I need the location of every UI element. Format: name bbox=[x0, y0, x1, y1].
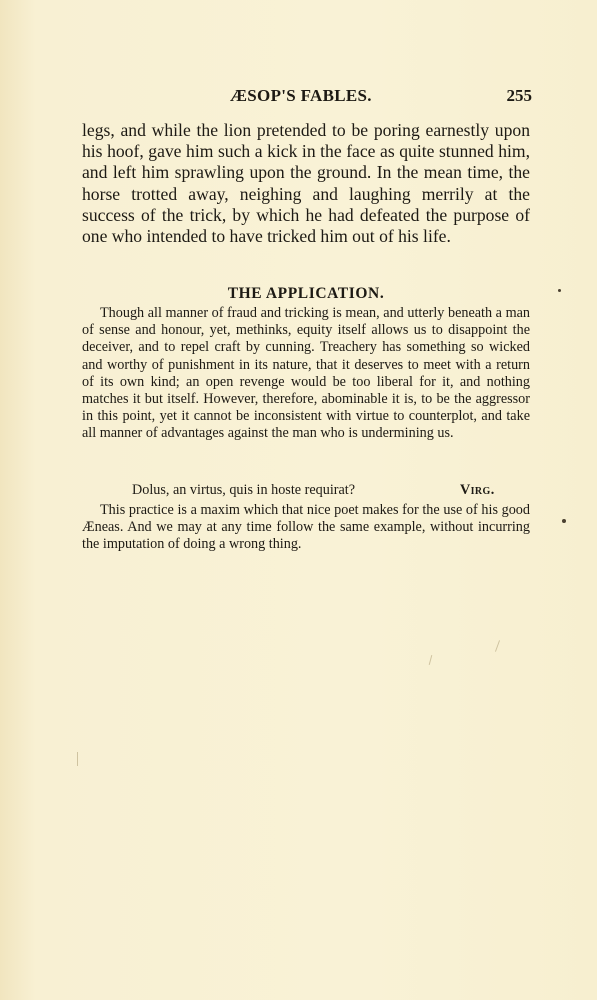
paper-mark bbox=[429, 655, 433, 665]
quote-source: Virg. bbox=[460, 482, 495, 498]
application-heading: THE APPLICATION. bbox=[227, 285, 385, 302]
latin-quote bbox=[82, 482, 530, 500]
fable-text: legs, and while the lion pretended to be poring earnestly upon his hoof, gave him such a kick in the face as quite stunned him, and left him sprawling upon the ground. In the mean time, the horse trotted away, neighing and laughing merrily at the success of the trick, by which he had defeated the purpose of one who intended to have tricked him out of his life. bbox=[82, 120, 530, 247]
application-paragraph: Though all manner of fraud and tricking is mean, and utterly beneath a man of sense and honour, yet, methinks, equity itself allows us to disappoint the deceiver, and to repel craft by cunning. Treachery has something so wicked and worthy of punishment in its nature, that it deserves to meet with a return of its own kind; an open revenge would be too liberal for it, and nothing matches it but itself. However, therefore, abominable it is, to be the aggressor in this point, yet it cannot be inconsistent with virtue to counterplot, and take all manner of advantages against the man who is undermining us. bbox=[82, 305, 530, 442]
paper-mark bbox=[77, 752, 78, 766]
running-title: ÆSOP'S FABLES. bbox=[230, 86, 372, 105]
ink-speck bbox=[558, 289, 561, 292]
page-header bbox=[82, 86, 532, 110]
paper-mark bbox=[495, 640, 500, 652]
quote-text: Dolus, an virtus, quis in hoste requirat? bbox=[132, 482, 356, 498]
page-number: 255 bbox=[506, 86, 532, 105]
ink-speck bbox=[562, 519, 566, 523]
closing-paragraph: This practice is a maxim which that nice poet makes for the use of his good Æneas. And we may at any time follow the same example, without incurring the imputation of doing a wrong thing. bbox=[82, 502, 530, 553]
